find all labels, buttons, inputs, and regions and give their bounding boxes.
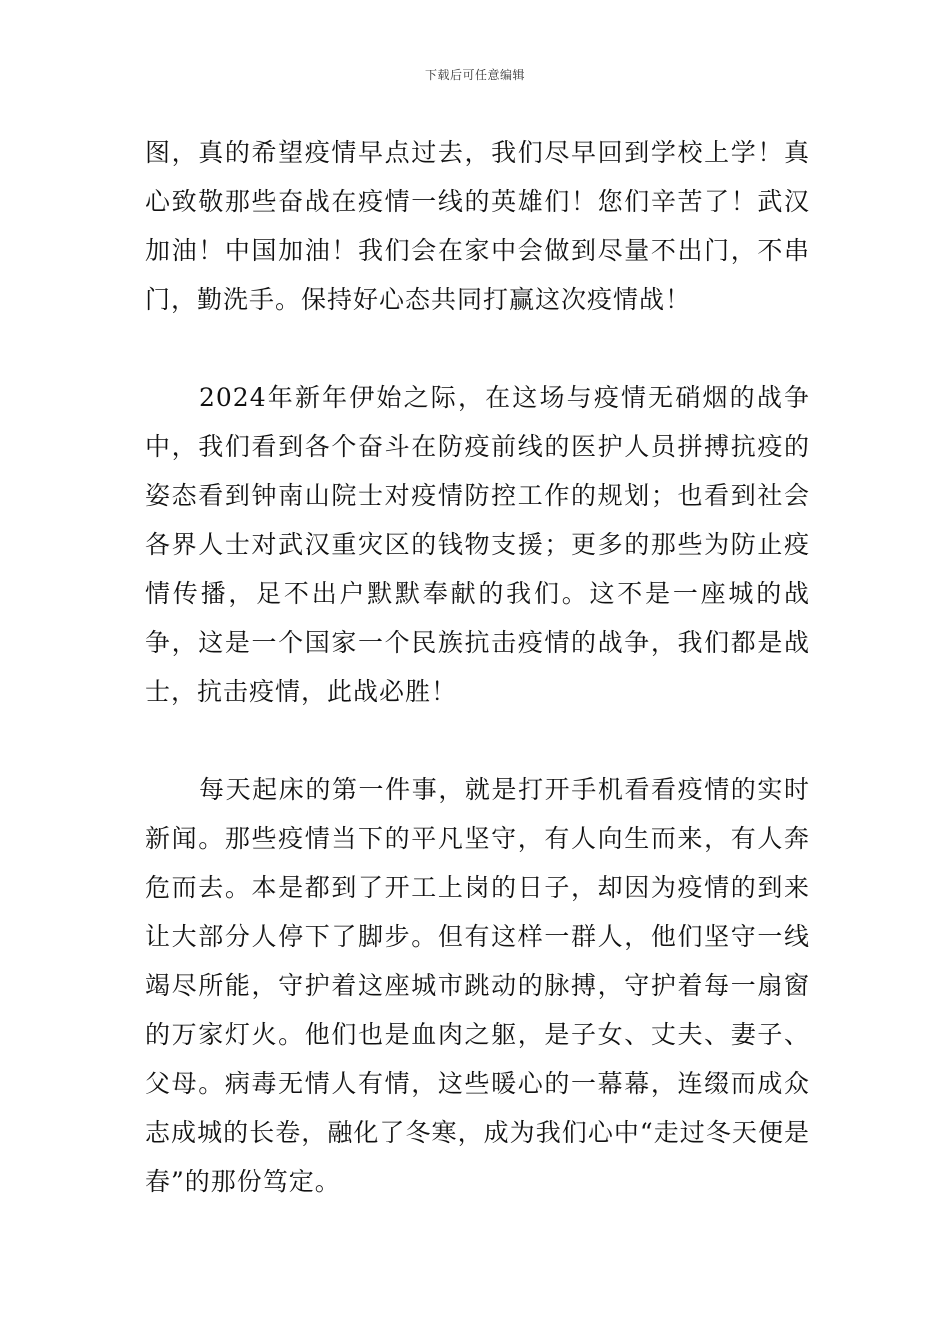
paragraph-spacer: [145, 716, 810, 765]
paragraph-3: 每天起床的第一件事，就是打开手机看看疫情的实时新闻。那些疫情当下的平凡坚守，有人向生而来，有人奔危而去。本是都到了开工上岗的日子，却因为疫情的到来让大部分人停下了脚步。但有这样一群人，他们坚守一线竭尽所能，守护着这座城市跳动的脉搏，守护着每一扇窗的万家灯火。他们也是血肉之躯，是子女、丈夫、妻子、父母。病毒无情人有情，这些暖心的一幕幕，连缀而成众志成城的长卷，融化了冬寒，成为我们心中“走过冬天便是春”的那份笃定。: [145, 775, 810, 1196]
header-note: 下载后可任意编辑: [424, 68, 525, 82]
paragraph-spacer: [145, 324, 810, 373]
document-body: [145, 128, 810, 1206]
paragraph-1: 图，真的希望疫情早点过去，我们尽早回到学校上学！真心致敬那些奋战在疫情一线的英雄们！您们辛苦了！武汉加油！中国加油！我们会在家中会做到尽量不出门，不串门，勤洗手。保持好心态共同打赢这次疫情战！: [145, 138, 810, 314]
paragraph-2: 2024年新年伊始之际，在这场与疫情无硝烟的战争中，我们看到各个奋斗在防疫前线的医护人员拼搏抗疫的姿态看到钟南山院士对疫情防控工作的规划；也看到社会各界人士对武汉重灾区的钱物支援；更多的那些为防止疫情传播，足不出户默默奉献的我们。这不是一座城的战争，这是一个国家一个民族抗击疫情的战争，我们都是战士，抗击疫情，此战必胜！: [145, 383, 810, 706]
